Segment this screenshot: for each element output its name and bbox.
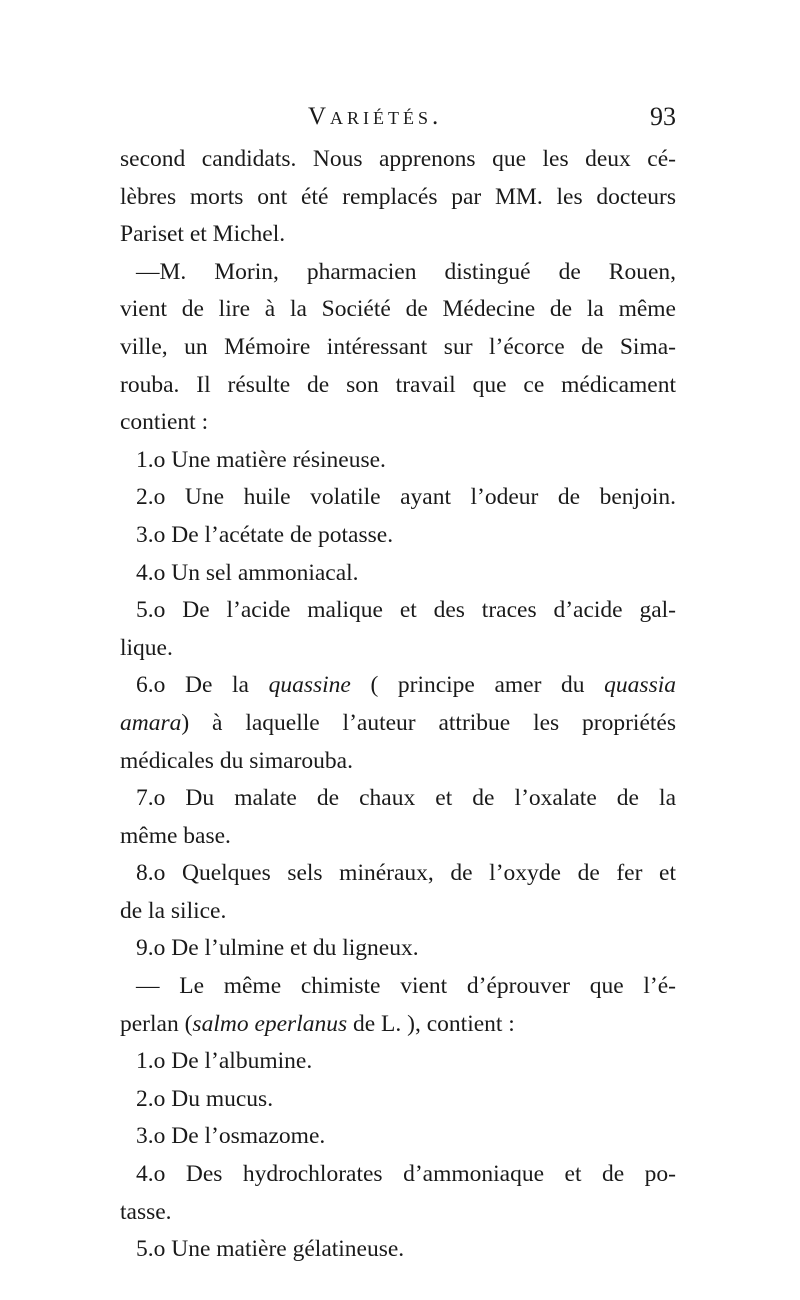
page-number: 93: [650, 102, 676, 131]
text-line: lique.: [120, 634, 173, 661]
text-line: médicales du simarouba.: [120, 747, 353, 774]
text-line: même base.: [120, 822, 231, 849]
list-item: 9.o De l’ulmine et du ligneux.: [136, 935, 419, 962]
italic-term: quassine: [268, 672, 351, 699]
text-line: de la silice.: [120, 897, 227, 924]
list-item: 4.o Des hydrochlorates d’ammoniaque et de po-: [136, 1161, 676, 1188]
list-item: 3.o De l’acétate de potasse.: [136, 521, 394, 548]
list-item: 8.o Quelques sels minéraux, de l’oxyde de fer et: [136, 860, 676, 887]
list-item: 4.o Un sel ammoniacal.: [136, 559, 359, 586]
italic-term: quassia: [604, 672, 676, 699]
list-item: 1.o Une matière résineuse.: [136, 446, 386, 473]
text-line: —M. Morin, pharmacien distingué de Rouen,: [136, 258, 676, 285]
text-line: lèbres morts ont été remplacés par MM. les docteurs: [120, 183, 676, 210]
list-item: 3.o De l’osmazome.: [136, 1123, 326, 1150]
list-item: 7.o Du malate de chaux et de l’oxalate de la: [136, 785, 676, 812]
text-line: ville, un Mémoire intéressant sur l’écorce de Sima-: [120, 333, 676, 360]
list-item: 2.o Une huile volatile ayant l’odeur de benjoin.: [136, 484, 676, 511]
body-text: [120, 141, 676, 1269]
list-item: 6.o De la quassine ( principe amer du quassia: [136, 672, 676, 699]
text-line: tasse.: [120, 1198, 172, 1225]
text-line: — Le même chimiste vient d’éprouver que l’é-: [136, 973, 676, 1000]
list-item: 2.o Du mucus.: [136, 1085, 274, 1112]
text-line: amara) à laquelle l’auteur attribue les propriétés: [120, 709, 676, 736]
italic-term: amara: [120, 709, 182, 736]
running-title: Variétés.: [308, 103, 443, 130]
text-line: Pariset et Michel.: [120, 221, 286, 248]
page-header: [120, 100, 680, 134]
list-item: 5.o Une matière gélatineuse.: [136, 1236, 405, 1263]
text-line: perlan (salmo eperlanus de L. ), contient :: [120, 1010, 515, 1037]
text-line: contient :: [120, 409, 209, 436]
book-page: [120, 0, 680, 1300]
italic-term: salmo eperlanus: [192, 1010, 348, 1037]
text-line: rouba. Il résulte de son travail que ce médicament: [120, 371, 676, 398]
list-item: 1.o De l’albumine.: [136, 1048, 313, 1075]
list-item: 5.o De l’acide malique et des traces d’acide gal-: [136, 597, 676, 624]
text-line: second candidats. Nous apprenons que les deux cé-: [120, 146, 676, 172]
text-line: vient de lire à la Société de Médecine de la même: [120, 296, 676, 323]
